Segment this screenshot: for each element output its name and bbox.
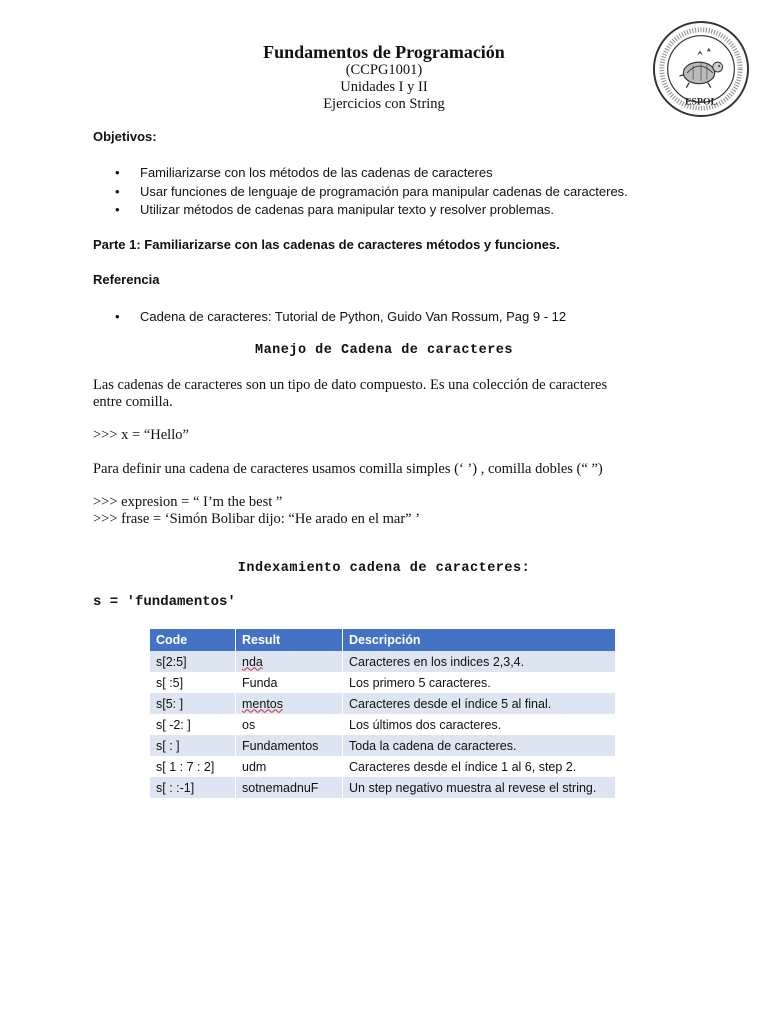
table-cell: Un step negativo muestra al revese el string. <box>343 777 616 798</box>
table-row <box>150 777 616 798</box>
definition-text: Para definir una cadena de caracteres usamos comilla simples (‘ ’) , comilla dobles (“ ”) <box>93 461 603 477</box>
part1-heading: Parte 1: Familiarizarse con las cadenas de caracteres métodos y funciones. <box>93 237 560 252</box>
logo-name: ESPOL <box>684 96 718 108</box>
list-item: • Utilizar métodos de cadenas para manipular texto y resolver problemas. <box>115 201 628 220</box>
table-cell: s[ :5] <box>150 672 236 693</box>
table-cell: s[ : ] <box>150 735 236 756</box>
table-cell: Los últimos dos caracteres. <box>343 714 616 735</box>
table-cell: s[ -2: ] <box>150 714 236 735</box>
slicing-table <box>150 629 616 798</box>
string-assignment: s = 'fundamentos' <box>93 594 236 610</box>
table-row <box>150 672 616 693</box>
table-cell: sotnemadnuF <box>236 777 343 798</box>
table-cell: Caracteres en los indices 2,3,4. <box>343 651 616 672</box>
list-item: • Cadena de caracteres: Tutorial de Python, Guido Van Rossum, Pag 9 - 12 <box>115 308 566 327</box>
course-code: (CCPG1001) <box>345 62 423 78</box>
table-cell: mentos <box>236 693 343 714</box>
reference-heading: Referencia <box>93 272 160 287</box>
table-row <box>150 651 616 672</box>
table-cell: udm <box>236 756 343 777</box>
table-row <box>150 735 616 756</box>
objectives-heading: Objetivos: <box>93 129 157 144</box>
table-cell: os <box>236 714 343 735</box>
table-cell: nda <box>236 651 343 672</box>
table-cell: Los primero 5 caracteres. <box>343 672 616 693</box>
table-row <box>150 714 616 735</box>
table-cell: Caracteres desde el índice 1 al 6, step 2. <box>343 756 616 777</box>
intro-paragraph <box>93 377 607 411</box>
list-item: • Usar funciones de lenguaje de programación para manipular cadenas de caracteres. <box>115 183 628 202</box>
code-example: >>> x = “Hello” <box>93 427 189 443</box>
document-topic: Ejercicios con String <box>323 96 445 112</box>
table-header-cell: Descripción <box>343 629 616 651</box>
document-title: Fundamentos de Programación <box>263 42 505 62</box>
intro-line: Las cadenas de caracteres son un tipo de dato compuesto. Es una colección de caracteres <box>93 377 608 393</box>
objectives-list <box>115 164 628 220</box>
table-cell: Funda <box>236 672 343 693</box>
intro-line: entre comilla. <box>93 394 173 410</box>
turtle-seal-icon <box>652 20 750 118</box>
section-heading-strings: Manejo de Cadena de caracteres <box>254 343 514 358</box>
course-units: Unidades I y II <box>340 79 428 95</box>
table-row <box>150 756 616 777</box>
table-cell: Toda la cadena de caracteres. <box>343 735 616 756</box>
list-item: • Familiarizarse con los métodos de las cadenas de caracteres <box>115 164 628 183</box>
table-header-row <box>150 629 616 651</box>
section-heading-indexing: Indexamiento cadena de caracteres: <box>237 561 531 576</box>
table-cell: s[5: ] <box>150 693 236 714</box>
table-header-cell: Code <box>150 629 236 651</box>
code-example: >>> expresion = “ I’m the best ” <box>93 494 283 510</box>
table-cell: Caracteres desde el índice 5 al final. <box>343 693 616 714</box>
table-cell: Fundamentos <box>236 735 343 756</box>
code-example: >>> frase = ‘Simón Bolibar dijo: “He arado en el mar” ’ <box>93 511 421 527</box>
reference-list <box>115 308 566 327</box>
table-cell: s[2:5] <box>150 651 236 672</box>
table-header-cell: Result <box>236 629 343 651</box>
table-row <box>150 693 616 714</box>
table-cell: s[ 1 : 7 : 2] <box>150 756 236 777</box>
table-cell: s[ : :-1] <box>150 777 236 798</box>
